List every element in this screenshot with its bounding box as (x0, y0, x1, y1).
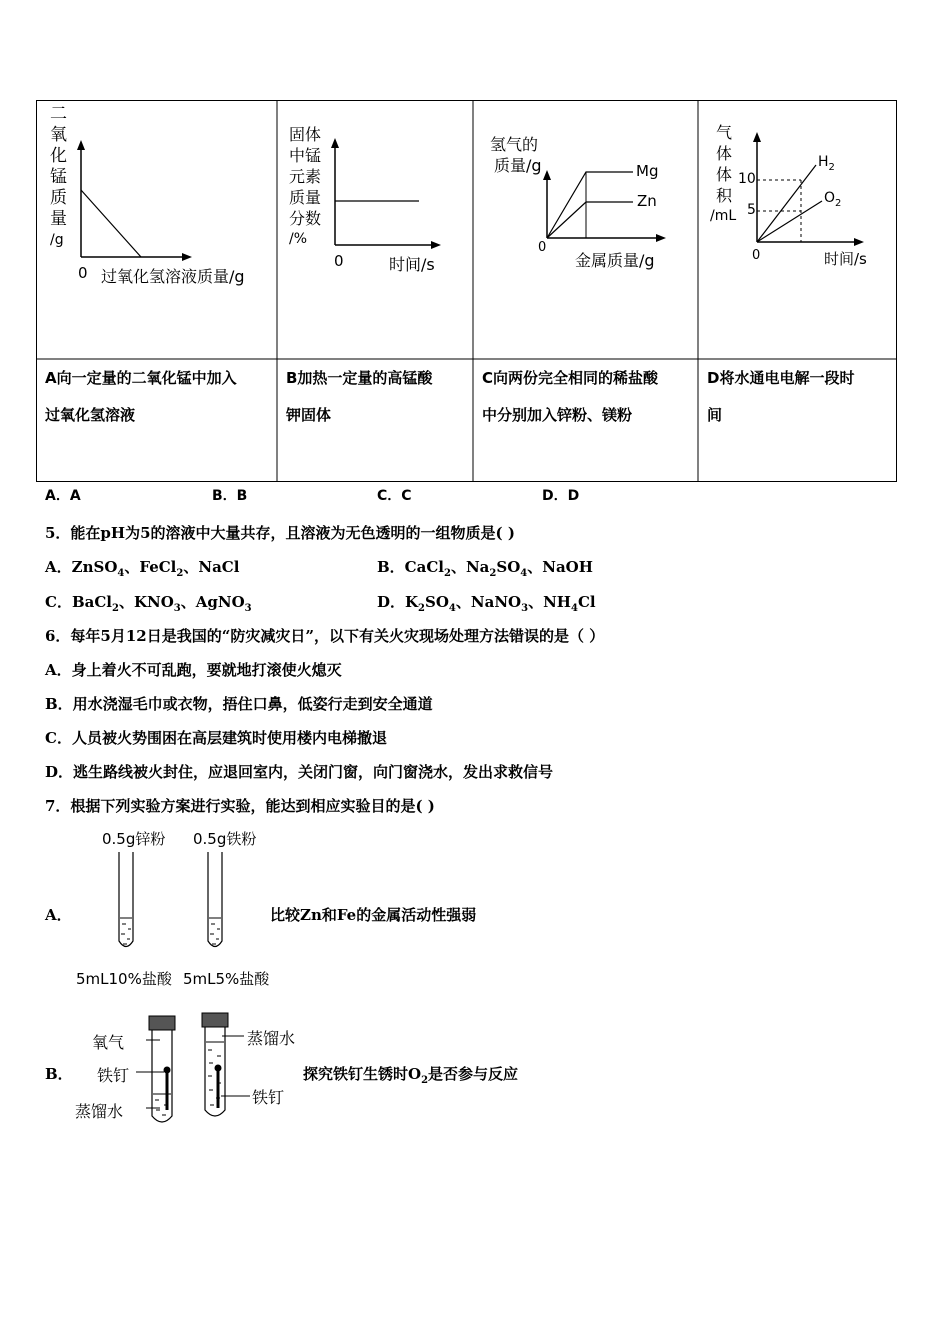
graph-c-mg-label: Mg (636, 162, 659, 180)
q4-option-d[interactable]: D．D (542, 488, 580, 504)
q7-option-b-letter[interactable]: B． (45, 1065, 73, 1083)
q7a-tube2-top-label: 0.5g铁粉 (193, 830, 257, 848)
q6-option-a[interactable]: A．身上着火不可乱跑，要就地打滚使火熄灭 (45, 661, 342, 679)
caption-a-line2: 过氧化氢溶液 (45, 406, 136, 424)
q4-option-c[interactable]: C．C (377, 488, 412, 504)
graph-d-tick-10: 10 (738, 171, 756, 187)
graph-a-line (81, 190, 141, 257)
q7a-tube2-bottom-label: 5mL5%盐酸 (183, 970, 270, 988)
caption-c-line1: C向两份完全相同的稀盐酸 (482, 369, 659, 387)
graph-d-o2-label: $O_2$ (824, 190, 842, 209)
graph-c-zn-label: Zn (637, 192, 657, 210)
q5-option-d[interactable]: D．$K_2SO_4$、NaNO$_3$、$NH_4Cl$ (377, 593, 596, 614)
q7a-tube1-top-label: 0.5g锌粉 (102, 830, 166, 848)
caption-c-line2: 中分别加入锌粉、镁粉 (482, 406, 633, 424)
q4-option-a[interactable]: A．A (45, 488, 81, 504)
q6-stem: 6．每年5月12日是我国的“防灾减灾日”，以下有关火灾现场处理方法错误的是（ ） (45, 627, 605, 645)
q7b-tube2 (202, 1013, 250, 1116)
caption-b-line1: B加热一定量的高锰酸 (286, 369, 433, 387)
graph-c-zn-line (547, 202, 633, 238)
q7b-label-water2: 蒸馏水 (247, 1029, 296, 1048)
graph-c (474, 102, 696, 357)
q7b-label-water1: 蒸馏水 (75, 1102, 124, 1121)
q5-option-b[interactable]: B．CaCl$_2$、$Na_2SO_4$、NaOH (377, 558, 593, 579)
q7a-tube2 (208, 852, 222, 947)
graph-c-axes (474, 102, 696, 357)
q5-option-a[interactable]: A．ZnSO$_4$、FeCl$_2$、NaCl (45, 558, 240, 579)
graph-b-origin: 0 (334, 252, 344, 270)
q7a-tube1-bottom-label: 5mL10%盐酸 (76, 970, 172, 988)
q7b-tube1 (136, 1016, 175, 1122)
graph-d-xlabel: 时间/s (824, 250, 867, 268)
q7a-purpose: 比较Zn和Fe的金属活动性强弱 (270, 906, 477, 924)
graph-b (278, 102, 474, 357)
caption-a-line1: A向一定量的二氧化锰中加入 (45, 369, 237, 387)
q7b-label-nail1: 铁钉 (97, 1066, 130, 1085)
graph-a-origin: 0 (78, 264, 88, 282)
graph-c-xlabel: 金属质量/g (575, 251, 655, 270)
graph-d-axes (700, 102, 894, 357)
caption-d-line1: D将水通电电解一段时 (707, 369, 855, 387)
q7b-label-nail2: 铁钉 (252, 1088, 285, 1107)
graph-b-xlabel: 时间/s (389, 255, 435, 274)
graph-a-xlabel: 过氧化氢溶液质量/g (101, 267, 245, 286)
q7b-label-oxygen: 氧气 (92, 1033, 125, 1052)
graph-d-o2-line (757, 201, 822, 242)
graph-a-ylabel: 二 氧 化 锰 质 量 /g (50, 104, 67, 248)
caption-d-line2: 间 (707, 406, 723, 424)
graph-d-h2-line (757, 165, 816, 242)
q5-stem: 5．能在pH为5的溶液中大量共存，且溶液为无色透明的一组物质是( ) (45, 524, 515, 542)
graph-d-h2-label: $H_2$ (818, 154, 835, 173)
q7a-test-tubes (100, 848, 240, 958)
graph-d-origin: 0 (752, 248, 761, 263)
q6-option-d[interactable]: D．逃生路线被火封住，应退回室内，关闭门窗，向门窗浇水，发出求救信号 (45, 763, 554, 781)
graph-c-origin: 0 (538, 240, 547, 255)
graph-a-axes (40, 102, 276, 357)
graph-c-mg-line (547, 172, 633, 238)
graph-b-ylabel: 固体 中锰 元素 质量 分数 /% (289, 125, 322, 247)
q5-option-c[interactable]: C．BaCl$_2$、$KNO_3$、AgNO$_3$ (45, 593, 252, 614)
q4-option-b[interactable]: B．B (212, 488, 248, 504)
graph-d (700, 102, 894, 357)
graph-c-ylabel: 氢气的 质量/g (490, 135, 542, 175)
q7b-purpose: 探究铁钉生锈时$O_2$是否参与反应 (303, 1065, 519, 1086)
caption-b-line2: 钾固体 (286, 406, 332, 424)
q7-stem: 7．根据下列实验方案进行实验，能达到相应实验目的是( ) (45, 797, 435, 815)
graph-b-axes (278, 102, 474, 357)
q6-option-b[interactable]: B．用水浇湿毛巾或衣物，捂住口鼻，低姿行走到安全通道 (45, 695, 433, 713)
q6-option-c[interactable]: C．人员被火势围困在高层建筑时使用楼内电梯撤退 (45, 729, 387, 747)
q7a-tube1 (119, 852, 133, 947)
q7-option-a-letter[interactable]: A． (45, 906, 72, 924)
graph-d-tick-5: 5 (747, 202, 756, 218)
graph-d-ylabel: 气 体 体 积 /mL (710, 123, 737, 224)
graph-a (40, 102, 276, 357)
